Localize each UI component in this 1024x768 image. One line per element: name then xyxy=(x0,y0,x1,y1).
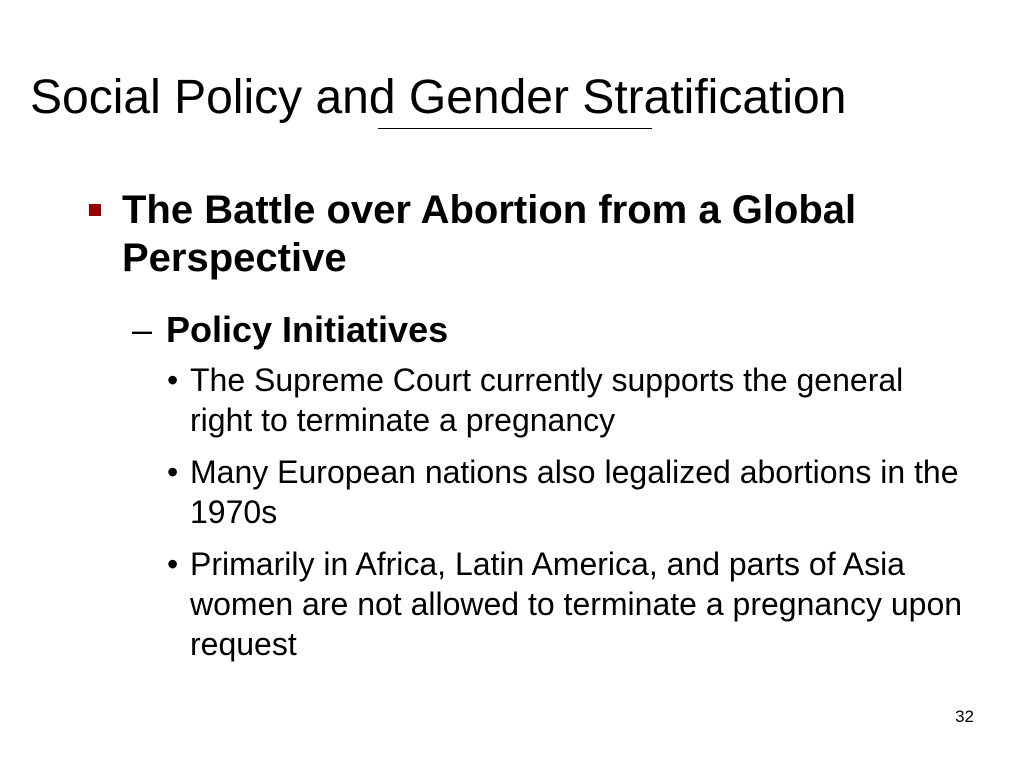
list-item xyxy=(167,452,967,532)
list-item xyxy=(167,544,967,664)
list-item-text: Primarily in Africa, Latin America, and parts of Asia women are not allowed to terminate a pregnancy upon request xyxy=(190,546,963,662)
level2-label: Policy Initiatives xyxy=(166,309,449,350)
list-item-text: The Supreme Court currently supports the general right to terminate a pregnancy xyxy=(190,362,904,438)
bullet-dot-icon: • xyxy=(167,546,179,582)
square-bullet-icon xyxy=(89,204,101,216)
level1-heading: The Battle over Abortion from a Global Perspective xyxy=(122,188,857,280)
list-item-text: Many European nations also legalized abortions in the 1970s xyxy=(190,454,959,530)
slide-title: Social Policy and Gender Stratification xyxy=(30,71,847,124)
dash-marker: – xyxy=(132,309,153,350)
bullet-list xyxy=(167,360,967,676)
level2-heading xyxy=(132,306,448,354)
list-item xyxy=(167,360,967,440)
bullet-dot-icon: • xyxy=(167,454,179,490)
slide-number: 32 xyxy=(955,707,974,726)
title-underline xyxy=(378,128,652,129)
bullet-dot-icon: • xyxy=(167,362,179,398)
